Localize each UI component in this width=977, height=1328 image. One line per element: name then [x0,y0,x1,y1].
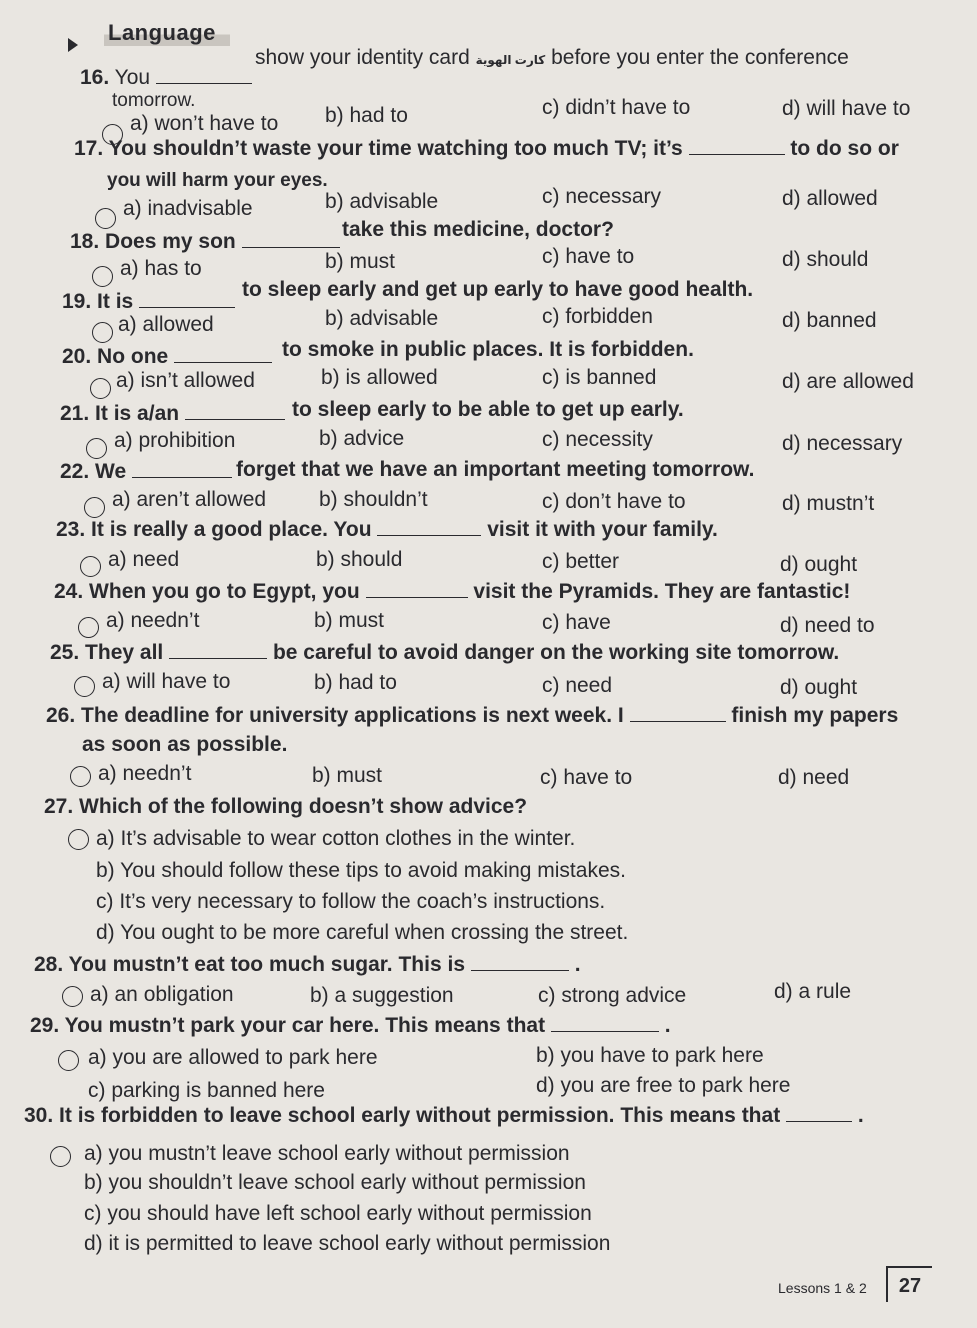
question-text: It is forbidden to leave school early without permission. This means that [59,1104,781,1127]
option-28d[interactable]: d) a rule [774,980,852,1003]
option-radio-22a[interactable] [84,497,105,518]
option-radio-27a[interactable] [68,829,89,850]
option-30b[interactable]: b) you shouldn’t leave school early without permission [84,1171,586,1194]
answer-blank[interactable] [471,956,569,971]
question-text: They all [85,641,164,664]
option-23d[interactable]: d) ought [780,553,858,576]
option-22a[interactable]: a) aren’t allowed [112,488,267,511]
question-number: 20. [62,345,92,368]
question-29 [30,1014,671,1038]
answer-blank[interactable] [377,521,481,536]
question-25 [50,641,839,665]
section-title: Language [104,20,230,46]
option-radio-23a[interactable] [80,556,101,577]
answer-blank[interactable] [366,583,468,598]
option-radio-26a[interactable] [70,766,91,787]
option-26d[interactable]: d) need [778,766,850,789]
option-18a[interactable]: a) has to [120,257,202,280]
answer-blank[interactable] [174,348,272,363]
question-text: Does my son [105,230,236,253]
question-18-continuation: take this medicine, doctor? [342,218,614,241]
option-20b[interactable]: b) is allowed [321,366,438,389]
option-21c[interactable]: c) necessity [542,428,653,451]
answer-blank[interactable] [185,405,285,420]
question-24 [54,580,850,604]
option-18d[interactable]: d) should [782,248,869,271]
option-20a[interactable]: a) isn’t allowed [116,369,255,392]
question-number: 18. [70,230,100,253]
question-21 [60,402,285,426]
answer-blank[interactable] [156,69,252,84]
question-text: before you enter the conference [551,46,849,69]
option-21b[interactable]: b) advice [319,427,405,450]
option-30c[interactable]: c) you should have left school early without permission [84,1202,592,1225]
option-21d[interactable]: d) necessary [782,432,903,455]
page-number: 27 [886,1266,932,1302]
option-26c[interactable]: c) have to [540,766,633,789]
question-number: 16. [80,66,110,89]
question-text: When you go to Egypt, you [89,580,360,603]
option-16c[interactable]: c) didn’t have to [542,96,691,119]
question-number: 30. [24,1104,54,1127]
question-text: be careful to avoid danger on the working site tomorrow. [272,641,840,664]
option-21a[interactable]: a) prohibition [114,429,236,452]
question-20 [62,345,272,369]
question-text: We [95,460,127,483]
option-27a[interactable]: a) It’s advisable to wear cotton clothes in the winter. [96,827,576,850]
question-number: 21. [60,402,90,425]
footer-lessons: Lessons 1 & 2 [778,1280,867,1296]
option-27b[interactable]: b) You should follow these tips to avoid making mistakes. [96,859,626,882]
question-26-line2: as soon as possible. [82,733,288,756]
question-number: 17. [74,137,104,160]
question-text: to do so or [790,137,899,160]
option-16d[interactable]: d) will have to [782,97,911,120]
option-23c[interactable]: c) better [542,550,620,573]
question-28 [34,953,581,977]
question-number: 23. [56,518,86,541]
option-radio-17a[interactable] [95,208,116,229]
option-radio-21a[interactable] [86,438,107,459]
option-radio-30a[interactable] [50,1146,71,1167]
question-21-continuation: to sleep early to be able to get up early. [292,398,684,421]
option-20d[interactable]: d) are allowed [782,370,914,393]
question-text: . [574,953,581,976]
option-17c[interactable]: c) necessary [542,185,662,208]
option-18c[interactable]: c) have to [542,245,635,268]
option-25b[interactable]: b) had to [314,671,397,694]
question-text: It is a/an [95,402,180,425]
question-text: visit it with your family. [487,518,718,541]
option-27c[interactable]: c) It’s very necessary to follow the coach’s instructions. [96,890,606,913]
option-29a[interactable]: a) you are allowed to park here [88,1046,378,1069]
question-number: 24. [54,580,84,603]
option-radio-18a[interactable] [92,266,113,287]
option-24b[interactable]: b) must [314,609,385,632]
question-20-continuation: to smoke in public places. It is forbidden. [282,338,694,361]
option-28c[interactable]: c) strong advice [538,984,687,1007]
option-23a[interactable]: a) need [108,548,180,571]
question-number: 25. [50,641,80,664]
answer-blank[interactable] [551,1017,659,1032]
option-29d[interactable]: d) you are free to park here [536,1074,791,1097]
option-17a[interactable]: a) inadvisable [123,197,253,220]
option-16a[interactable]: a) won’t have to [130,112,279,135]
option-19d[interactable]: d) banned [782,309,877,332]
question-17 [74,137,899,161]
question-18 [70,230,340,254]
question-text: . [857,1104,864,1127]
option-20c[interactable]: c) is banned [542,366,657,389]
question-text: Which of the following doesn’t show advice? [79,795,528,818]
question-16-continuation [255,46,849,70]
option-29c[interactable]: c) parking is banned here [88,1079,325,1102]
option-19b[interactable]: b) advisable [325,307,439,330]
option-17d[interactable]: d) allowed [782,187,878,210]
question-text: The deadline for university applications is next week. I [81,704,624,727]
option-radio-25a[interactable] [74,676,95,697]
option-18b[interactable]: b) must [325,250,396,273]
question-16-line2: tomorrow. [112,90,196,111]
answer-blank[interactable] [132,463,232,478]
option-25a[interactable]: a) will have to [102,670,231,693]
question-text: You mustn’t park your car here. This means that [64,1014,546,1037]
question-text: You shouldn’t waste your time watching too much TV; it’s [108,137,683,160]
question-number: 26. [46,704,76,727]
answer-blank[interactable] [689,140,785,155]
option-23b[interactable]: b) should [316,548,403,571]
option-radio-20a[interactable] [90,378,111,399]
option-22b[interactable]: b) shouldn’t [319,488,428,511]
option-22c[interactable]: c) don’t have to [542,490,686,513]
answer-blank[interactable] [242,233,340,248]
option-27d[interactable]: d) You ought to be more careful when crossing the street. [96,921,629,944]
option-30a[interactable]: a) you mustn’t leave school early without permission [84,1142,570,1165]
answer-blank[interactable] [139,293,235,308]
option-24d[interactable]: d) need to [780,614,875,637]
option-29b[interactable]: b) you have to park here [536,1044,764,1067]
option-30d[interactable]: d) it is permitted to leave school early without permission [84,1232,611,1255]
question-27 [44,795,527,819]
option-24c[interactable]: c) have [542,611,611,634]
option-26a[interactable]: a) needn’t [98,762,192,785]
option-28a[interactable]: a) an obligation [90,983,234,1006]
option-radio-19a[interactable] [92,322,113,343]
question-26 [46,704,898,728]
option-19a[interactable]: a) allowed [118,313,214,336]
option-19c[interactable]: c) forbidden [542,305,653,328]
question-number: 28. [34,953,64,976]
option-25c[interactable]: c) need [542,674,613,697]
question-16 [80,66,252,90]
arabic-note: كارت الهوية [475,53,546,67]
question-23 [56,518,718,542]
question-text: You [114,66,151,89]
option-17b[interactable]: b) advisable [325,190,439,213]
question-number: 29. [30,1014,60,1037]
option-16b[interactable]: b) had to [325,104,408,127]
answer-blank[interactable] [786,1107,852,1122]
question-19 [62,290,235,314]
question-17-line2: you will harm your eyes. [107,170,328,191]
option-28b[interactable]: b) a suggestion [310,984,454,1007]
option-radio-24a[interactable] [78,617,99,638]
section-arrow-icon [68,38,78,52]
question-text: No one [97,345,169,368]
question-22-continuation: forget that we have an important meeting tomorrow. [236,458,755,481]
answer-blank[interactable] [630,707,726,722]
option-radio-29a[interactable] [58,1050,79,1071]
question-text: You mustn’t eat too much sugar. This is [68,953,465,976]
option-26b[interactable]: b) must [312,764,383,787]
question-text: show your identity card [255,46,470,69]
option-radio-28a[interactable] [62,986,83,1007]
question-text: It is [97,290,134,313]
option-25d[interactable]: d) ought [780,676,858,699]
answer-blank[interactable] [169,644,267,659]
question-22 [60,460,232,484]
question-text: visit the Pyramids. They are fantastic! [473,580,851,603]
question-text: finish my papers [731,704,899,727]
question-text: . [664,1014,671,1037]
option-22d[interactable]: d) mustn’t [782,492,875,515]
question-text: It is really a good place. You [91,518,372,541]
question-number: 27. [44,795,74,818]
question-30 [24,1104,864,1128]
question-number: 22. [60,460,90,483]
question-19-continuation: to sleep early and get up early to have good health. [242,278,754,301]
question-number: 19. [62,290,92,313]
option-24a[interactable]: a) needn’t [106,609,200,632]
